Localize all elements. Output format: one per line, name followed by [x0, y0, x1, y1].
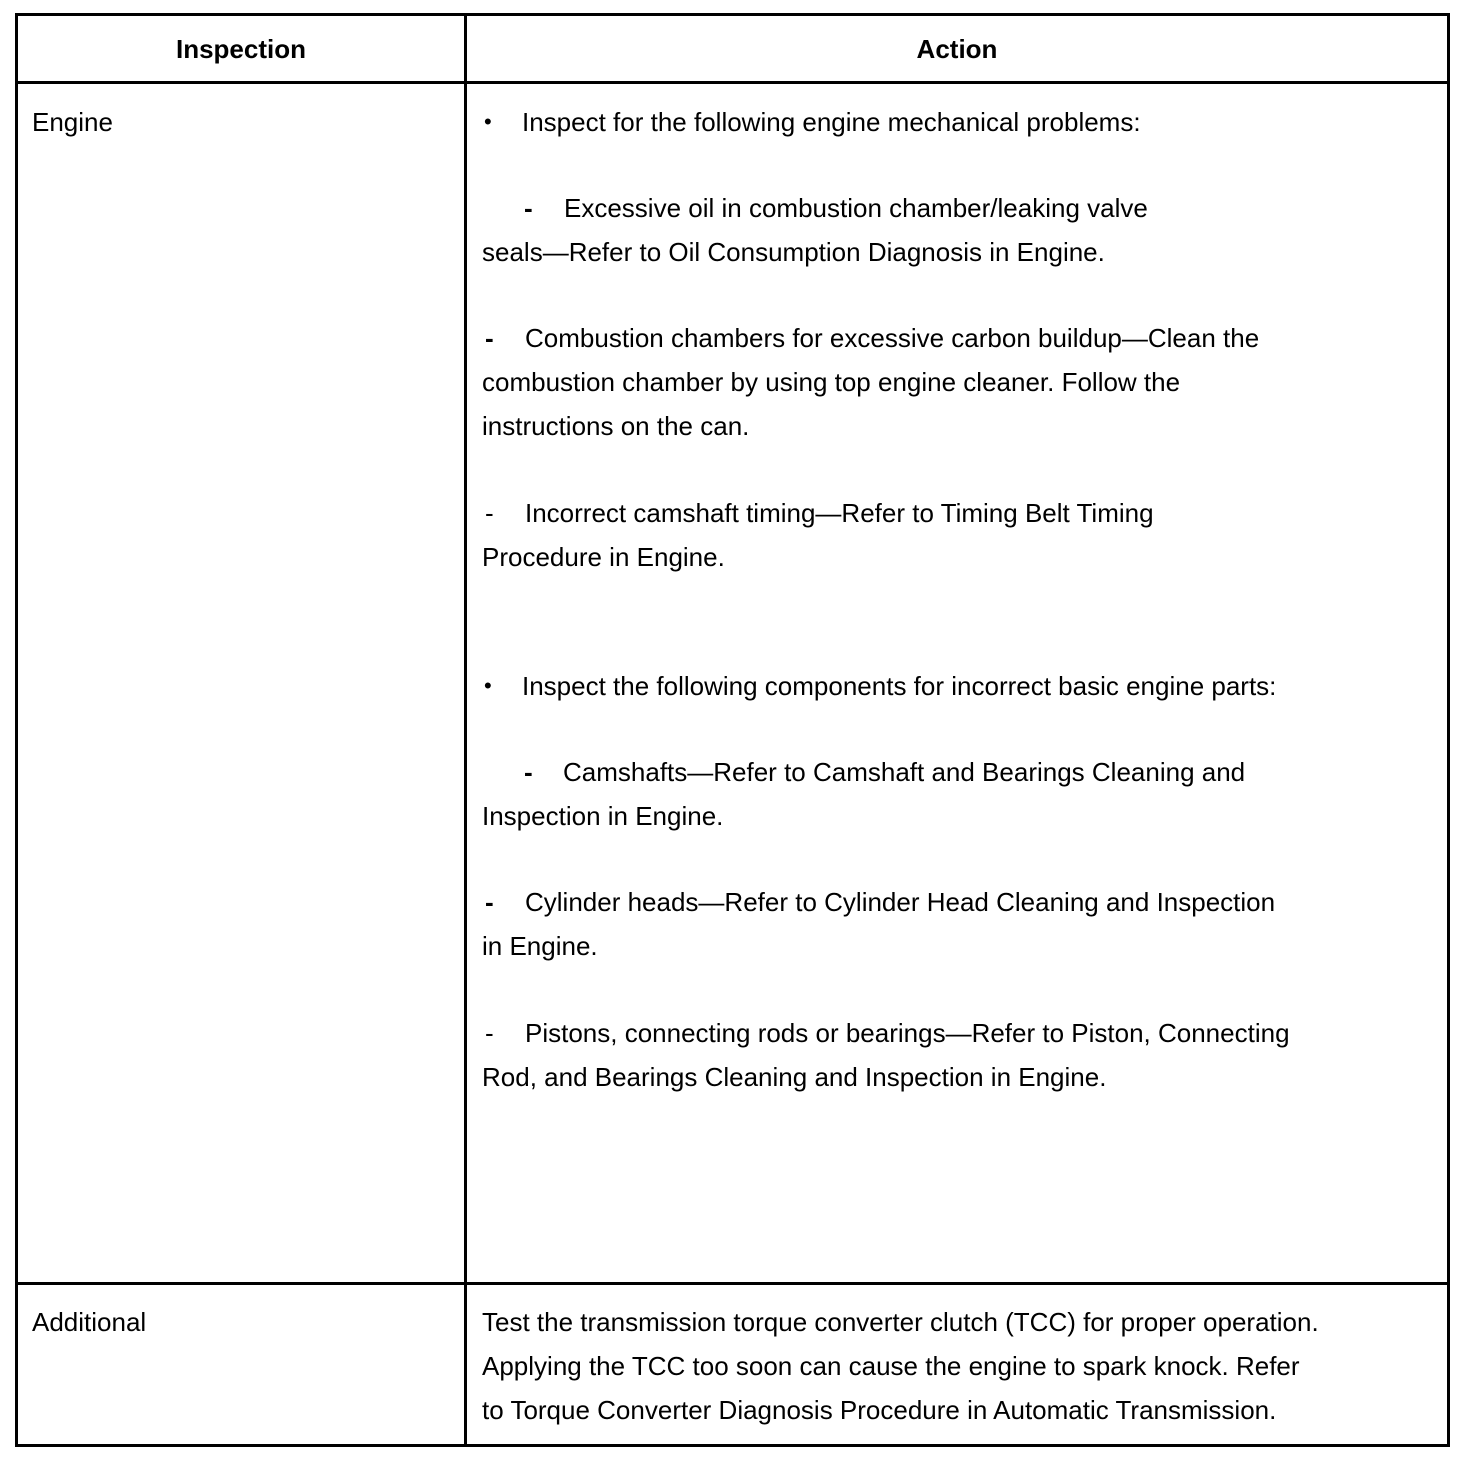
header-row-divider — [15, 81, 1450, 84]
additional-action-line1: Test the transmission torque converter clutch (TCC) for proper operation. — [482, 1307, 1319, 1337]
engine-item-oil-line1: Excessive oil in combustion chamber/leaking valve — [564, 193, 1148, 223]
dash-icon: - — [524, 757, 533, 787]
dash-icon: - — [485, 1018, 494, 1048]
engine-item-carbon-line3: instructions on the can. — [482, 411, 750, 441]
header-inspection: Inspection — [175, 34, 306, 64]
engine-item-camshaft-timing-line2: Procedure in Engine. — [482, 542, 725, 572]
row-engine-inspection: Engine — [32, 107, 113, 137]
engine-item-carbon-line1: Combustion chambers for excessive carbon buildup—Clean the — [525, 323, 1260, 353]
row-divider — [15, 1282, 1450, 1285]
bullet-icon: • — [484, 109, 492, 134]
engine-item-carbon-line2: combustion chamber by using top engine cleaner. Follow the — [482, 367, 1181, 397]
column-divider — [464, 13, 467, 1447]
bullet-icon: • — [484, 673, 492, 698]
engine-group1-intro: Inspect for the following engine mechanical problems: — [522, 107, 1141, 137]
dash-icon: - — [524, 193, 533, 223]
engine-item-cylinder-heads-line2: in Engine. — [482, 931, 598, 961]
dash-icon: - — [485, 887, 494, 917]
engine-group2-intro: Inspect the following components for incorrect basic engine parts: — [522, 671, 1277, 701]
dash-icon: - — [485, 323, 494, 353]
engine-item-oil-line2: seals—Refer to Oil Consumption Diagnosis in Engine. — [482, 237, 1105, 267]
additional-action-line2: Applying the TCC too soon can cause the engine to spark knock. Refer — [482, 1351, 1300, 1381]
engine-item-cylinder-heads-line1: Cylinder heads—Refer to Cylinder Head Cleaning and Inspection — [525, 887, 1276, 917]
additional-action-line3: to Torque Converter Diagnosis Procedure in Automatic Transmission. — [482, 1395, 1277, 1425]
engine-item-camshafts-line2: Inspection in Engine. — [482, 801, 724, 831]
engine-item-camshafts-line1: Camshafts—Refer to Camshaft and Bearings Cleaning and — [563, 757, 1246, 787]
engine-item-camshaft-timing-line1: Incorrect camshaft timing—Refer to Timing Belt Timing — [525, 498, 1154, 528]
dash-icon: - — [485, 498, 494, 528]
row-additional-inspection: Additional — [32, 1307, 147, 1337]
header-action: Action — [916, 34, 998, 64]
engine-item-pistons-line2: Rod, and Bearings Cleaning and Inspection in Engine. — [482, 1062, 1107, 1092]
engine-item-pistons-line1: Pistons, connecting rods or bearings—Refer to Piston, Connecting — [525, 1018, 1290, 1048]
